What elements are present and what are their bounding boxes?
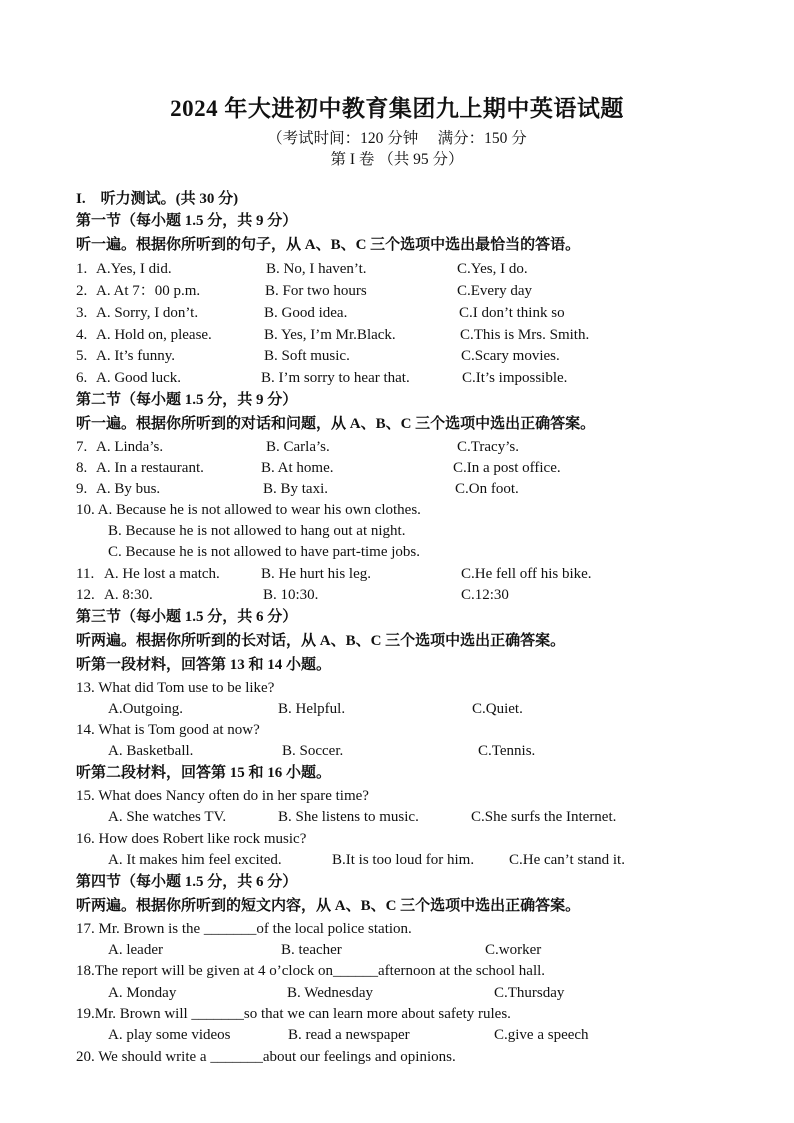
exam-info: （考试时间：120 分钟 满分：150 分 <box>267 130 527 147</box>
option-b: B.It is too loud for him. <box>332 852 475 868</box>
option-b: B. Wednesday <box>287 985 374 1001</box>
option-b: B. 10:30. <box>263 587 319 603</box>
option-a: A. In a restaurant. <box>96 460 204 476</box>
option-a: 10. A. Because he is not allowed to wear his own clothes. <box>76 502 421 518</box>
option-a: A.Outgoing. <box>108 701 183 717</box>
option-c: C.In a post office. <box>453 460 561 476</box>
option-c: C.He can’t stand it. <box>509 852 625 868</box>
option-c: C.Yes, I do. <box>457 261 528 277</box>
question-number: 11. <box>76 566 95 582</box>
question-stem: 16. How does Robert like rock music? <box>76 831 307 847</box>
option-b: B. Good idea. <box>264 305 348 321</box>
part2-heading: 第二节（每小题 1.5 分，共 9 分） <box>76 392 298 408</box>
question-number: 9. <box>76 481 88 497</box>
option-b: B. For two hours <box>265 283 367 299</box>
option-a: A. Sorry, I don’t. <box>96 305 199 321</box>
option-c: C.He fell off his bike. <box>461 566 592 582</box>
question-number: 8. <box>76 460 88 476</box>
option-a: A. Basketball. <box>108 743 194 759</box>
option-c: C.give a speech <box>494 1027 589 1043</box>
option-a: A. Hold on, please. <box>96 327 212 343</box>
part1-heading: 第一节（每小题 1.5 分，共 9 分） <box>76 213 298 229</box>
part3-heading: 第三节（每小题 1.5 分，共 6 分） <box>76 609 298 625</box>
page-title: 2024 年大进初中教育集团九上期中英语试题 <box>170 96 624 121</box>
option-c: C.Thursday <box>494 985 565 1001</box>
question-stem: 14. What is Tom good at now? <box>76 722 260 738</box>
option-b: B. Yes, I’m Mr.Black. <box>264 327 396 343</box>
option-b: B. Because he is not allowed to hang out at night. <box>108 523 406 539</box>
question-number: 7. <box>76 439 88 455</box>
question-number: 4. <box>76 327 88 343</box>
option-b: B. He hurt his leg. <box>261 566 371 582</box>
question-number: 1. <box>76 261 88 277</box>
volume-label: 第 I 卷 （共 95 分） <box>330 151 464 168</box>
option-a: A. At 7：00 p.m. <box>96 283 201 299</box>
question-number: 6. <box>76 370 88 386</box>
option-b: B. She listens to music. <box>278 809 419 825</box>
question-number: 5. <box>76 348 88 364</box>
question-number: 3. <box>76 305 88 321</box>
question-stem: 13. What did Tom use to be like? <box>76 680 275 696</box>
option-a: A. 8:30. <box>104 587 153 603</box>
option-a: A.Yes, I did. <box>96 261 172 277</box>
option-c: C.Tennis. <box>478 743 536 759</box>
part1-instruction: 听一遍。根据你所听到的句子，从 A、B、C 三个选项中选出最恰当的答语。 <box>76 237 581 253</box>
material-2-label: 听第二段材料，回答第 15 和 16 小题。 <box>76 765 332 781</box>
option-a: A. Monday <box>108 985 177 1001</box>
option-c: C.On foot. <box>455 481 519 497</box>
option-b: B. At home. <box>261 460 334 476</box>
question-stem: 15. What does Nancy often do in her spare time? <box>76 788 369 804</box>
option-c: C.worker <box>485 942 542 958</box>
part3-instruction: 听两遍。根据你所听到的长对话，从 A、B、C 三个选项中选出正确答案。 <box>76 633 566 649</box>
question-stem: 18.The report will be given at 4 o’clock on______afternoon at the school hall. <box>76 963 546 979</box>
part4-heading: 第四节（每小题 1.5 分，共 6 分） <box>76 874 298 890</box>
option-b: B. No, I haven’t. <box>266 261 367 277</box>
option-c: C.12:30 <box>461 587 509 603</box>
section-heading: I. 听力测试。(共 30 分) <box>76 191 239 207</box>
option-b: B. Soft music. <box>264 348 350 364</box>
option-b: B. I’m sorry to hear that. <box>261 370 410 386</box>
option-b: B. Soccer. <box>282 743 344 759</box>
option-c: C.This is Mrs. Smith. <box>460 327 590 343</box>
question-stem: 20. We should write a _______about our feelings and opinions. <box>76 1049 456 1065</box>
option-a: A. Good luck. <box>96 370 181 386</box>
option-a: A. Linda’s. <box>96 439 164 455</box>
option-c: C.Every day <box>457 283 532 299</box>
part4-instruction: 听两遍。根据你所听到的短文内容，从 A、B、C 三个选项中选出正确答案。 <box>76 898 581 914</box>
part2-instruction: 听一遍。根据你所听到的对话和问题，从 A、B、C 三个选项中选出正确答案。 <box>76 416 596 432</box>
option-a: A. By bus. <box>96 481 161 497</box>
question-number: 12. <box>76 587 95 603</box>
option-c: C.Tracy’s. <box>457 439 519 455</box>
option-a: A. play some videos <box>108 1027 231 1043</box>
option-c: C. Because he is not allowed to have part-time jobs. <box>108 544 421 560</box>
option-a: A. It makes him feel excited. <box>108 852 282 868</box>
option-c: C.It’s impossible. <box>462 370 568 386</box>
option-a: A. She watches TV. <box>108 809 227 825</box>
option-c: C.She surfs the Internet. <box>471 809 617 825</box>
material-1-label: 听第一段材料，回答第 13 和 14 小题。 <box>76 657 332 673</box>
option-a: A. It’s funny. <box>96 348 176 364</box>
question-number: 2. <box>76 283 88 299</box>
option-b: B. read a newspaper <box>288 1027 410 1043</box>
question-stem: 17. Mr. Brown is the _______of the local police station. <box>76 921 412 937</box>
option-b: B. By taxi. <box>263 481 329 497</box>
option-c: C.Scary movies. <box>461 348 560 364</box>
question-stem: 19.Mr. Brown will _______so that we can learn more about safety rules. <box>76 1006 511 1022</box>
option-b: B. teacher <box>281 942 342 958</box>
option-b: B. Carla’s. <box>266 439 330 455</box>
option-a: A. He lost a match. <box>104 566 220 582</box>
option-c: C.Quiet. <box>472 701 523 717</box>
option-a: A. leader <box>108 942 163 958</box>
option-b: B. Helpful. <box>278 701 346 717</box>
option-c: C.I don’t think so <box>459 305 565 321</box>
